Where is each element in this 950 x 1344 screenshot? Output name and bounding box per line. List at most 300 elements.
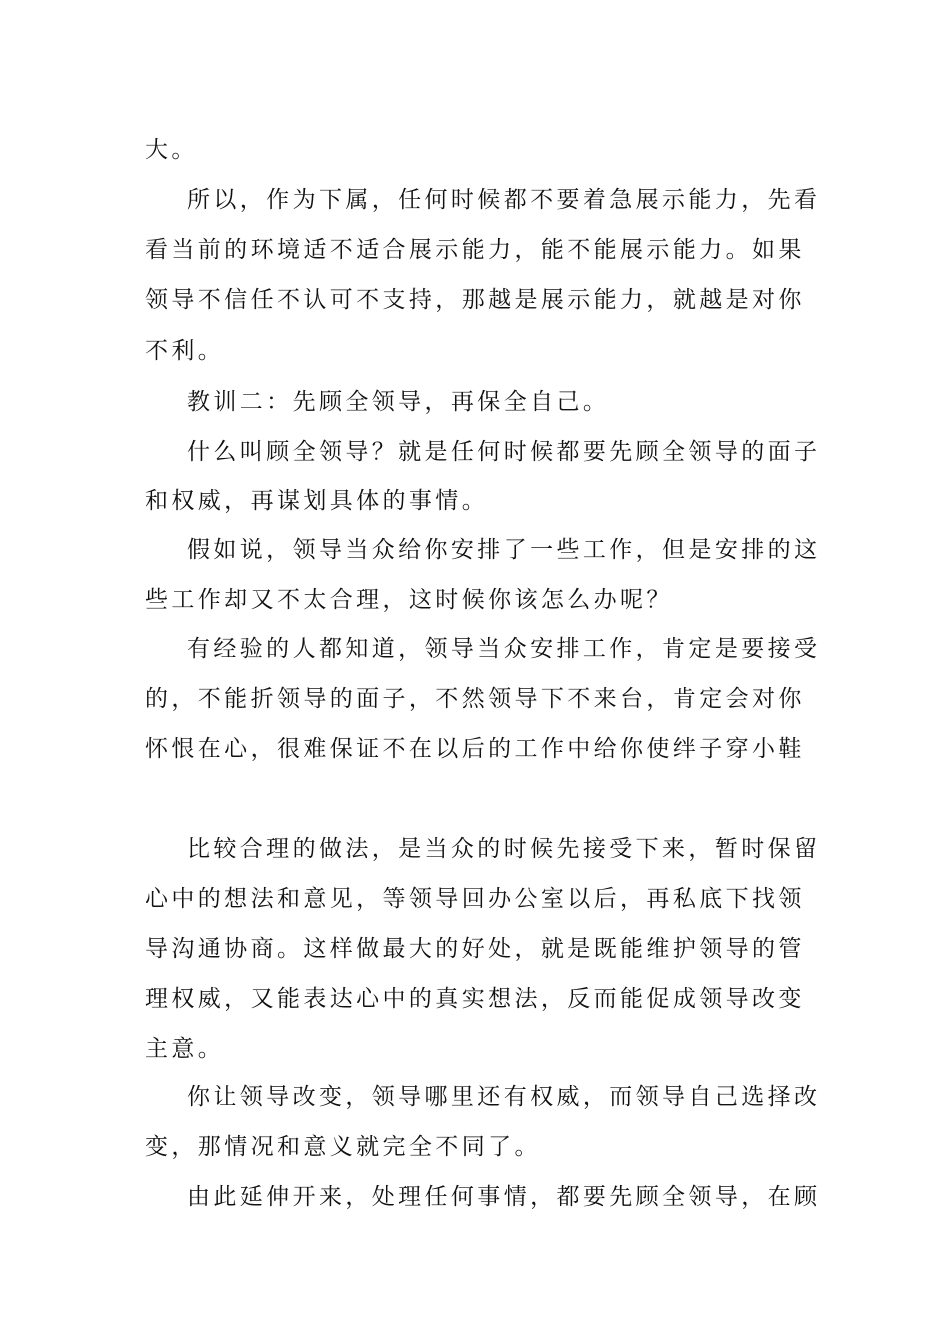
character: 理 (145, 986, 168, 1012)
character: 导 (145, 936, 168, 962)
character: 领 (635, 1084, 659, 1110)
character: 保 (477, 389, 501, 415)
character: 的 (292, 836, 316, 862)
character: 面 (356, 686, 380, 712)
character: 威 (197, 488, 221, 514)
character: 利 (171, 338, 195, 364)
character: 任 (450, 439, 474, 465)
character: 些 (556, 537, 580, 563)
character: 那 (197, 1134, 221, 1160)
character: 导 (450, 636, 474, 662)
character: 下 (318, 187, 342, 213)
character: 此 (213, 1184, 237, 1210)
character: 知 (345, 636, 369, 662)
character: 展 (635, 187, 659, 213)
character: 。 (725, 237, 749, 263)
character: 都 (556, 1184, 580, 1210)
character: 展 (620, 237, 644, 263)
character: ， (371, 836, 395, 862)
character: 不 (329, 237, 353, 263)
character: 的 (266, 636, 290, 662)
text-line (145, 1034, 815, 1064)
character: 己 (714, 1084, 738, 1110)
character: 你 (424, 537, 448, 563)
character: 导 (398, 389, 422, 415)
character: 能 (224, 686, 248, 712)
character: 不 (197, 686, 221, 712)
character: ？ (646, 587, 670, 613)
character: 工 (171, 587, 195, 613)
character: 这 (793, 537, 817, 563)
character: 在 (197, 736, 221, 762)
character: 表 (303, 986, 327, 1012)
character: 是 (567, 936, 591, 962)
character: 。 (197, 1036, 221, 1062)
character: 小 (751, 736, 775, 762)
character: 却 (224, 587, 248, 613)
character: 的 (488, 736, 512, 762)
character: 了 (488, 1134, 512, 1160)
character: 哪 (424, 1084, 448, 1110)
character: 下 (540, 686, 564, 712)
character: 先 (556, 836, 580, 862)
character: 成 (672, 986, 696, 1012)
character: ， (239, 187, 263, 213)
character: 不 (530, 187, 554, 213)
character: 当 (171, 237, 195, 263)
paragraph-first-line (187, 1082, 815, 1112)
character: 使 (646, 736, 670, 762)
character: 威 (197, 986, 221, 1012)
character: 权 (171, 488, 195, 514)
character: 为 (292, 187, 316, 213)
character: 认 (303, 287, 327, 313)
character: 同 (461, 1134, 485, 1160)
character: 就 (672, 287, 696, 313)
character: 太 (303, 587, 327, 613)
character: 做 (318, 836, 342, 862)
character: 具 (329, 488, 353, 514)
character: 给 (398, 537, 422, 563)
character: ， (514, 936, 538, 962)
character: 当 (424, 836, 448, 862)
character: 接 (582, 836, 606, 862)
character: 呢 (620, 587, 644, 613)
character: 和 (276, 886, 300, 912)
character: 来 (662, 836, 686, 862)
character: 作 (609, 537, 633, 563)
character: 先 (292, 389, 316, 415)
paragraph-first-line (187, 185, 815, 215)
character: 二 (239, 389, 263, 415)
character: 不 (276, 587, 300, 613)
character: 的 (145, 686, 168, 712)
character: 是 (688, 537, 712, 563)
character: 先 (767, 187, 791, 213)
character: 比 (187, 836, 210, 862)
character: 时 (435, 587, 459, 613)
character: 领 (778, 886, 802, 912)
character: 难 (303, 736, 327, 762)
character: 教 (187, 389, 210, 415)
character: ， (424, 389, 448, 415)
character: 情 (224, 1134, 248, 1160)
character: 导 (171, 287, 195, 313)
character: 你 (488, 587, 512, 613)
character: 面 (767, 439, 791, 465)
character: 以 (213, 187, 237, 213)
text-line (145, 235, 815, 265)
character: 叫 (239, 439, 263, 465)
character: 是 (514, 287, 538, 313)
character: 导 (714, 439, 738, 465)
character: 的 (224, 237, 248, 263)
character: 意 (303, 1134, 327, 1160)
character: 怎 (540, 587, 564, 613)
character: 么 (213, 439, 237, 465)
character: 导 (398, 1084, 422, 1110)
character: 支 (382, 287, 406, 313)
text-line (145, 285, 815, 315)
character: 不 (435, 1134, 459, 1160)
character: 证 (356, 736, 380, 762)
character: ， (514, 237, 538, 263)
character: 中 (382, 986, 406, 1012)
character: 要 (556, 187, 580, 213)
character: 你 (778, 686, 802, 712)
character: 肯 (662, 636, 686, 662)
character: 导 (725, 936, 749, 962)
character: 义 (329, 1134, 353, 1160)
character: 暂 (714, 836, 738, 862)
character: 那 (461, 287, 485, 313)
character: 会 (725, 686, 749, 712)
character: 你 (187, 1084, 210, 1110)
character: 的 (767, 537, 791, 563)
character: 找 (751, 886, 775, 912)
character: 如 (751, 237, 775, 263)
character: 何 (424, 187, 448, 213)
character: 是 (398, 836, 422, 862)
character: 保 (329, 736, 353, 762)
character: 导 (345, 439, 369, 465)
character: 反 (567, 986, 591, 1012)
character: 示 (435, 237, 459, 263)
character: ？ (371, 439, 395, 465)
character: ， (224, 986, 248, 1012)
character: 私 (672, 886, 696, 912)
character: 导 (714, 1184, 738, 1210)
character: 的 (435, 936, 459, 962)
text-line (145, 884, 815, 914)
character: 实 (461, 986, 485, 1012)
character: ， (741, 1184, 765, 1210)
character: 而 (593, 986, 617, 1012)
character: 导 (435, 886, 459, 912)
character: 有 (187, 636, 210, 662)
character: 下 (725, 886, 749, 912)
character: 的 (751, 936, 775, 962)
character: 众 (450, 836, 474, 862)
character: 来 (318, 1184, 342, 1210)
character: 领 (276, 686, 300, 712)
character: ， (266, 537, 290, 563)
character: 不 (382, 736, 406, 762)
character: 候 (477, 187, 501, 213)
character: 定 (699, 686, 723, 712)
character: 越 (488, 287, 512, 313)
character: 肯 (672, 686, 696, 712)
character: 有 (503, 1084, 527, 1110)
character: 是 (714, 636, 738, 662)
character: 来 (593, 686, 617, 712)
character: 事 (477, 1184, 501, 1210)
character: 做 (356, 936, 380, 962)
character: 择 (767, 1084, 791, 1110)
character: 领 (688, 1184, 712, 1210)
character: 导 (662, 1084, 686, 1110)
character: 对 (751, 287, 775, 313)
character: 权 (171, 986, 195, 1012)
character: 定 (688, 636, 712, 662)
section-heading (187, 387, 815, 417)
character: 些 (145, 587, 168, 613)
character: 能 (620, 936, 644, 962)
character: 候 (461, 587, 485, 613)
character: 顾 (635, 439, 659, 465)
character: 领 (699, 936, 723, 962)
character: 要 (741, 636, 765, 662)
character: 你 (620, 736, 644, 762)
character: 何 (477, 439, 501, 465)
character: 道 (371, 636, 395, 662)
character: 如 (213, 537, 237, 563)
character: 再 (250, 488, 274, 514)
character: 回 (461, 886, 485, 912)
character: 工 (582, 636, 606, 662)
character: 前 (197, 237, 221, 263)
character: 折 (250, 686, 274, 712)
character: 自 (530, 389, 554, 415)
text-line (145, 135, 815, 165)
character: 改 (292, 1084, 316, 1110)
character: 全 (292, 439, 316, 465)
character: 中 (567, 736, 591, 762)
character: 威 (556, 1084, 580, 1110)
character: 果 (778, 237, 802, 263)
character: 环 (250, 237, 274, 263)
character: 工 (582, 537, 606, 563)
character: ， (530, 1184, 554, 1210)
character: 样 (329, 936, 353, 962)
character: 经 (213, 636, 237, 662)
character: 子 (699, 736, 723, 762)
character: 安 (714, 537, 738, 563)
character: 么 (567, 587, 591, 613)
character: 该 (514, 587, 538, 613)
character: 维 (646, 936, 670, 962)
character: 作 (540, 736, 564, 762)
character: ， (646, 287, 670, 313)
character: 时 (450, 187, 474, 213)
character: 开 (292, 1184, 316, 1210)
character: 主 (145, 1036, 168, 1062)
character: 领 (371, 389, 395, 415)
character: ， (356, 886, 380, 912)
character: 又 (250, 587, 274, 613)
character: 保 (767, 836, 791, 862)
character: 导 (514, 686, 538, 712)
character: 你 (778, 287, 802, 313)
character: 台 (620, 686, 644, 712)
character: 里 (450, 1084, 474, 1110)
text-line (145, 1132, 815, 1162)
character: 但 (662, 537, 686, 563)
character: 不 (276, 287, 300, 313)
character: 的 (197, 886, 221, 912)
character: 候 (530, 439, 554, 465)
character: 都 (503, 187, 527, 213)
character: 排 (556, 636, 580, 662)
character: 想 (488, 986, 512, 1012)
character: 护 (672, 936, 696, 962)
character: 能 (620, 986, 644, 1012)
character: 顾 (318, 389, 342, 415)
character: 都 (556, 439, 580, 465)
character: 顾 (266, 439, 290, 465)
character: 导 (266, 1084, 290, 1110)
character: 顾 (635, 1184, 659, 1210)
character: 处 (488, 936, 512, 962)
character: 任 (424, 1184, 448, 1210)
character: 较 (213, 836, 237, 862)
character: 后 (461, 736, 485, 762)
character: 在 (767, 1184, 791, 1210)
character: 示 (567, 287, 591, 313)
character: 就 (398, 439, 422, 465)
character: 任 (398, 187, 422, 213)
character: 变 (318, 1084, 342, 1110)
text-line (145, 684, 815, 714)
character: 谋 (276, 488, 300, 514)
character: 意 (171, 1036, 195, 1062)
character: 领 (408, 886, 432, 912)
character: ， (371, 187, 395, 213)
character: 心 (356, 986, 380, 1012)
character: 以 (567, 886, 591, 912)
character: 和 (145, 488, 168, 514)
character: 了 (503, 537, 527, 563)
character: 好 (461, 936, 485, 962)
character: 作 (197, 587, 221, 613)
character: 然 (461, 686, 485, 712)
character: 所 (187, 187, 210, 213)
character: 底 (699, 886, 723, 912)
character: 看 (145, 237, 168, 263)
character: ， (620, 886, 644, 912)
character: 很 (276, 736, 300, 762)
character: 示 (646, 237, 670, 263)
character: 着 (582, 187, 606, 213)
character: 验 (239, 636, 263, 662)
character: 是 (424, 439, 448, 465)
character: 理 (398, 1184, 422, 1210)
paragraph-first-line (187, 535, 815, 565)
character: 当 (477, 636, 501, 662)
character: 意 (303, 886, 327, 912)
character: 己 (556, 389, 580, 415)
character: ， (171, 686, 195, 712)
character: 。 (461, 488, 485, 514)
character: 完 (382, 1134, 406, 1160)
character: 导 (725, 986, 749, 1012)
character: 受 (793, 636, 817, 662)
character: 况 (250, 1134, 274, 1160)
character: 既 (593, 936, 617, 962)
character: 达 (329, 986, 353, 1012)
character: 大 (145, 137, 168, 163)
character: 穿 (725, 736, 749, 762)
character: 。 (276, 936, 300, 962)
character: 的 (408, 986, 432, 1012)
character: 选 (741, 1084, 765, 1110)
character: 作 (609, 636, 633, 662)
character: 办 (593, 587, 617, 613)
character: 这 (303, 936, 327, 962)
character: 力 (714, 187, 738, 213)
character: 法 (345, 836, 369, 862)
character: 不 (435, 686, 459, 712)
character: 导 (303, 686, 327, 712)
character: 领 (688, 439, 712, 465)
character: 通 (197, 936, 221, 962)
character: 合 (239, 836, 263, 862)
character: 什 (187, 439, 210, 465)
character: 适 (303, 237, 327, 263)
character: 促 (646, 986, 670, 1012)
character: 给 (593, 736, 617, 762)
character: 再 (450, 389, 474, 415)
character: 怀 (145, 736, 168, 762)
character: 能 (540, 237, 564, 263)
character: 下 (635, 836, 659, 862)
character: 心 (145, 886, 168, 912)
character: 不 (145, 338, 168, 364)
character: ， (398, 636, 422, 662)
character: 和 (276, 1134, 300, 1160)
character: 法 (514, 986, 538, 1012)
character: 由 (187, 1184, 210, 1210)
character: 领 (424, 636, 448, 662)
character: 想 (224, 886, 248, 912)
character: 可 (329, 287, 353, 313)
character: 领 (292, 537, 316, 563)
character: 。 (514, 1134, 538, 1160)
character: 时 (741, 836, 765, 862)
character: 安 (450, 537, 474, 563)
character: 伸 (266, 1184, 290, 1210)
character: 能 (461, 237, 485, 263)
character: 能 (593, 287, 617, 313)
character: 属 (345, 187, 369, 213)
character: 领 (145, 287, 168, 313)
character: 何 (450, 1184, 474, 1210)
character: 训 (213, 389, 237, 415)
character: 工 (514, 736, 538, 762)
character: 领 (699, 986, 723, 1012)
character: ， (646, 686, 670, 712)
character: 子 (793, 439, 817, 465)
